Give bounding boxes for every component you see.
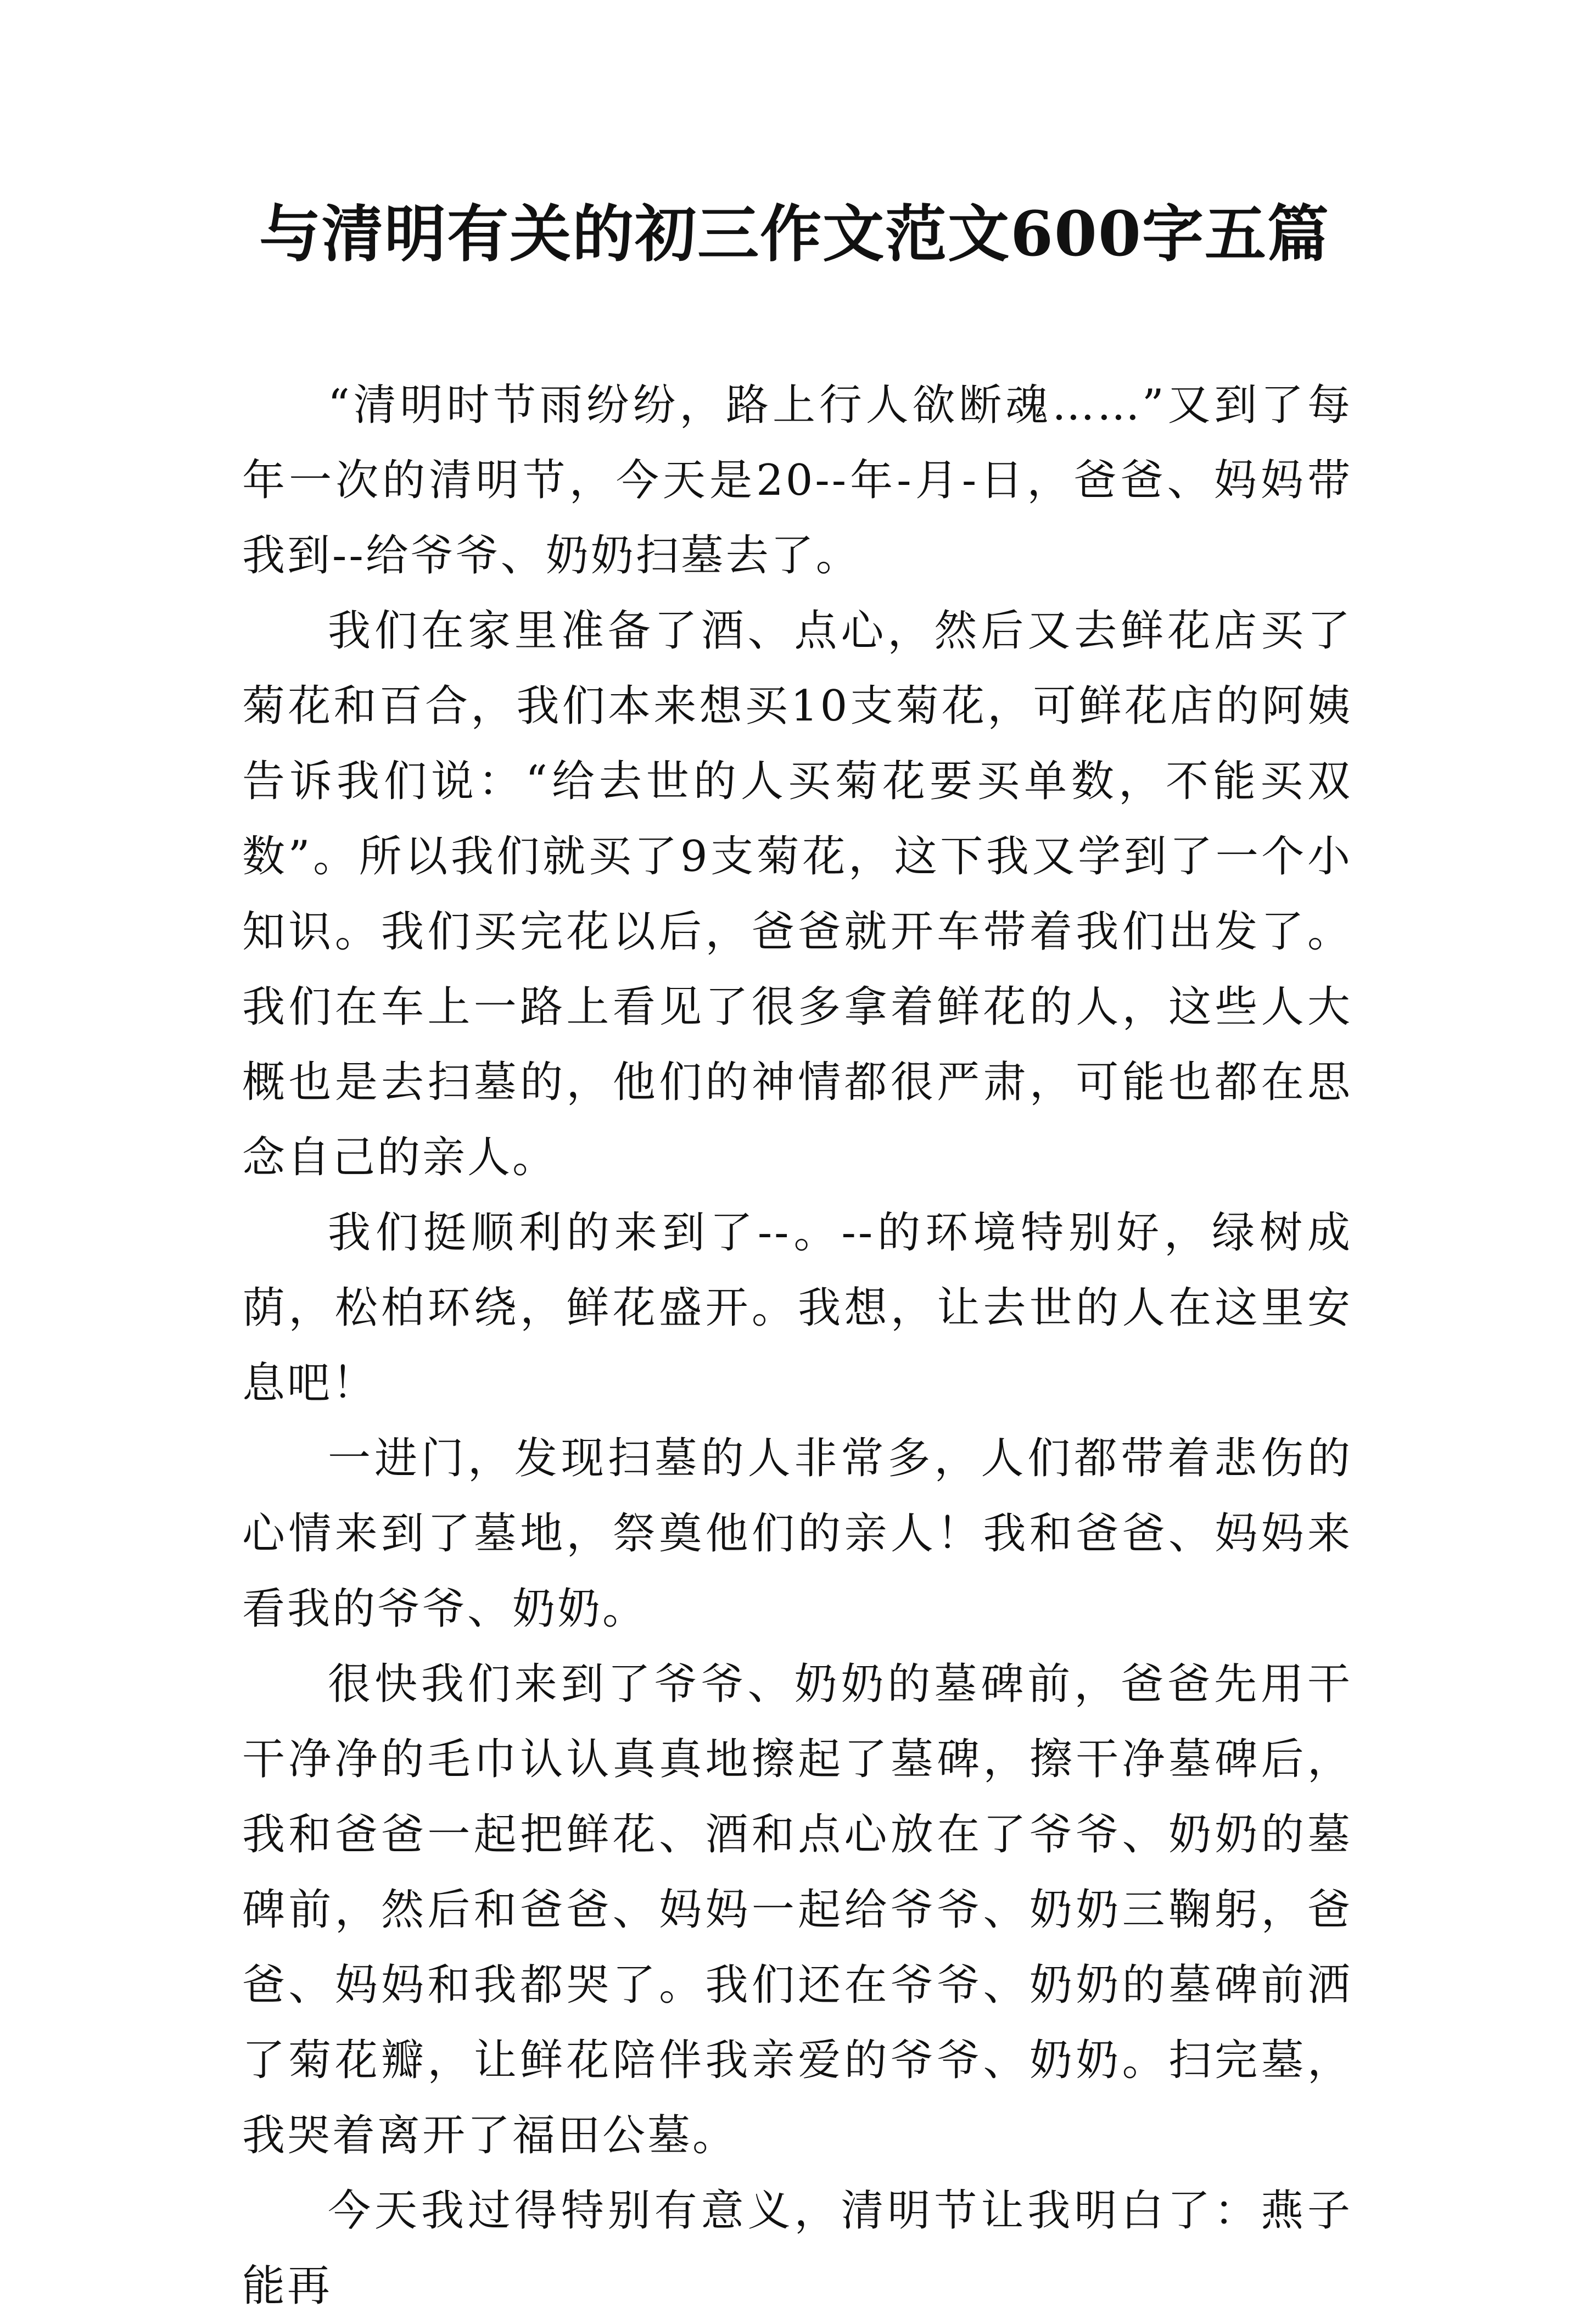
paragraph-1: “清明时节雨纷纷，路上行人欲断魂……”又到了每年一次的清明节，今天是20--年-月-日，爸爸、妈妈带我到--给爷爷、奶奶扫墓去了。	[242, 381, 1352, 580]
paragraph-6: 今天我过得特别有意义，清明节让我明白了：燕子能再	[242, 2186, 1352, 2311]
paragraph-4: 一进门，发现扫墓的人非常多，人们都带着悲伤的心情来到了墓地，祭奠他们的亲人！我和爸爸、妈妈来看我的爷爷、奶奶。	[242, 1434, 1352, 1634]
paragraph-2: 我们在家里准备了酒、点心，然后又去鲜花店买了菊花和百合，我们本来想买10支菊花，可鲜花店的阿姨告诉我们说：“给去世的人买菊花要买单数，不能买双数”。所以我们就买了9支菊花，这下我又学到了一个小知识。我们买完花以后，爸爸就开车带着我们出发了。我们在车上一路上看见了很多拿着鲜花的人，这些人大概也是去扫墓的，他们的神情都很严肃，可能也都在思念自己的亲人。	[242, 606, 1352, 1182]
paragraph-3: 我们挺顺利的来到了--。--的环境特别好，绿树成荫，松柏环绕，鲜花盛开。我想，让去世的人在这里安息吧！	[242, 1208, 1352, 1408]
paragraph-5: 很快我们来到了爷爷、奶奶的墓碑前，爸爸先用干干净净的毛巾认认真真地擦起了墓碑，擦干净墓碑后，我和爸爸一起把鲜花、酒和点心放在了爷爷、奶奶的墓碑前，然后和爸爸、妈妈一起给爷爷、奶奶三鞠躬，爸爸、妈妈和我都哭了。我们还在爷爷、奶奶的墓碑前洒了菊花瓣，让鲜花陪伴我亲爱的爷爷、奶奶。扫完墓，我哭着离开了福田公墓。	[242, 1660, 1352, 2160]
document-title: 与清明有关的初三作文范文600字五篇	[259, 198, 1330, 270]
document-body	[242, 368, 1352, 2324]
